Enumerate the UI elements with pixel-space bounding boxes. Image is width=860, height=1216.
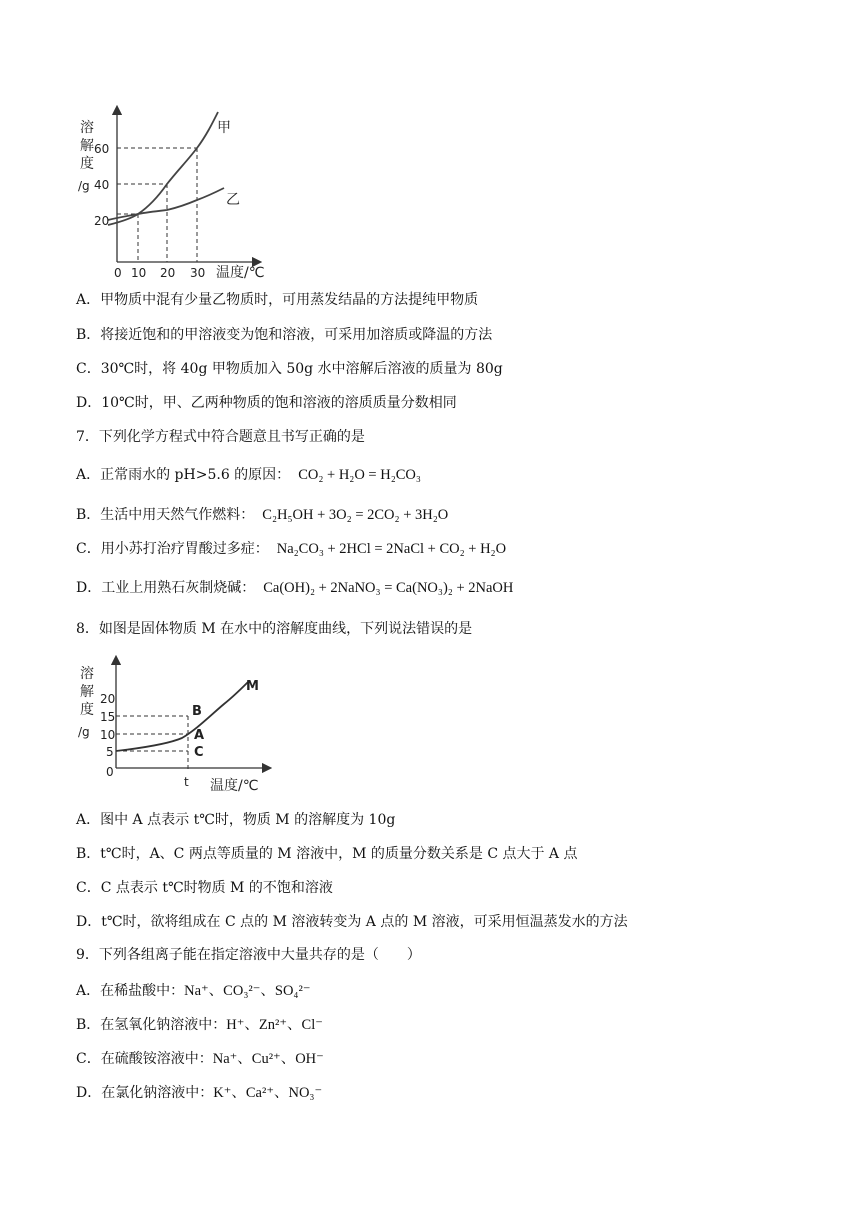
q7-option-c-equation: Na₂CO₃ + 2HCl = 2NaCl + CO₂ + H₂O	[276, 541, 507, 557]
q8-option-a[interactable]: A．图中 A 点表示 t℃时，物质 M 的溶解度为 10g	[76, 812, 396, 828]
y-label-char: 解	[80, 684, 94, 700]
y-label-char: /g	[78, 179, 90, 193]
q6-option-b[interactable]: B．将接近饱和的甲溶液变为饱和溶液，可采用加溶质或降温的方法	[76, 327, 493, 343]
x-axis-label: 温度/℃	[210, 778, 259, 794]
figure2-solubility-chart	[72, 652, 282, 802]
y-label-char: 溶	[80, 120, 94, 136]
y-tick-label: 20	[100, 692, 116, 706]
curve-yi	[108, 188, 224, 220]
q9-option-d-label: D．在氯化钠溶液中：	[76, 1085, 214, 1101]
q9-option-d-ions: K⁺、Ca²⁺、NO₃⁻	[213, 1085, 323, 1101]
y-label-char: 度	[80, 156, 94, 172]
q8-option-d[interactable]: D．t℃时，欲将组成在 C 点的 M 溶液转变为 A 点的 M 溶液，可采用恒温蒸发水的方法	[76, 914, 628, 930]
point-label-b: B	[192, 704, 202, 719]
q7-option-c[interactable]	[76, 539, 506, 559]
q9-option-d[interactable]	[76, 1083, 322, 1103]
q9-option-b[interactable]	[76, 1015, 323, 1035]
point-label-a: A	[194, 728, 205, 743]
q9-stem: 9．下列各组离子能在指定溶液中大量共存的是（ ）	[76, 947, 421, 963]
q9-option-a-label: A．在稀盐酸中：	[76, 983, 185, 999]
q8-stem: 8．如图是固体物质 M 在水中的溶解度曲线，下列说法错误的是	[76, 621, 473, 637]
x-axis-label: 温度/℃	[216, 265, 265, 281]
y-tick-label: 10	[100, 728, 116, 742]
x-tick-label: 10	[131, 266, 147, 280]
x-tick-label: 0	[114, 266, 122, 280]
y-tick-label: 60	[94, 142, 110, 156]
q6-option-d[interactable]: D．10℃时，甲、乙两种物质的饱和溶液的溶质质量分数相同	[76, 395, 457, 411]
q7-option-a-label: A．正常雨水的 pH>5.6 的原因：	[76, 467, 291, 483]
y-label-char: /g	[78, 725, 90, 739]
q9-option-c-label: C．在硫酸铵溶液中：	[76, 1051, 213, 1067]
q6-option-a[interactable]: A．甲物质中混有少量乙物质时，可用蒸发结晶的方法提纯甲物质	[76, 292, 479, 308]
x-tick-label: 20	[160, 266, 176, 280]
q8-option-c[interactable]: C．C 点表示 t℃时物质 M 的不饱和溶液	[76, 880, 333, 896]
q7-option-d[interactable]	[76, 578, 513, 598]
q7-option-b[interactable]	[76, 505, 448, 525]
q7-option-d-equation: Ca(OH)₂ + 2NaNO₃ = Ca(NO₃)₂ + 2NaOH	[263, 580, 514, 596]
point-label-c: C	[194, 745, 204, 760]
q9-option-c-ions: Na⁺、Cu²⁺、OH⁻	[212, 1051, 324, 1067]
q7-option-a-equation: CO₂ + H₂O = H₂CO₃	[298, 467, 421, 483]
q6-option-c[interactable]: C．30℃时，将 40g 甲物质加入 50g 水中溶解后溶液的质量为 80g	[76, 361, 503, 377]
y-tick-label: 5	[106, 745, 114, 759]
y-tick-label: 20	[94, 214, 110, 228]
curve-label-yi: 乙	[226, 192, 240, 208]
q9-option-a-ions: Na⁺、CO₃²⁻、SO₄²⁻	[184, 983, 311, 999]
q7-option-a[interactable]	[76, 465, 421, 485]
q7-stem: 7．下列化学方程式中符合题意且书写正确的是	[76, 429, 365, 445]
q9-option-a[interactable]	[76, 981, 310, 1001]
y-label-char: 度	[80, 702, 94, 718]
q9-option-b-label: B．在氢氧化钠溶液中：	[76, 1017, 227, 1033]
q7-option-b-equation: C₂H₅OH + 3O₂ = 2CO₂ + 3H₂O	[262, 507, 449, 523]
curve-jia	[108, 112, 218, 225]
y-tick-label: 0	[106, 765, 114, 779]
q8-option-b[interactable]: B．t℃时，A、C 两点等质量的 M 溶液中，M 的质量分数关系是 C 点大于 A 点	[76, 846, 578, 862]
q9-option-c[interactable]	[76, 1049, 324, 1069]
q7-option-b-label: B．生活中用天然气作燃料：	[76, 507, 255, 523]
y-tick-label: 15	[100, 710, 116, 724]
q7-option-d-label: D．工业上用熟石灰制烧碱：	[76, 580, 256, 596]
y-label-char: 解	[80, 138, 94, 154]
figure1-solubility-chart	[72, 100, 282, 282]
curve-label-jia: 甲	[217, 120, 231, 136]
y-label-char: 溶	[80, 666, 94, 682]
q7-option-c-label: C．用小苏打治疗胃酸过多症：	[76, 541, 269, 557]
curve-label-m: M	[246, 679, 259, 694]
x-tick-label: t	[184, 775, 189, 789]
q9-option-b-ions: H⁺、Zn²⁺、Cl⁻	[226, 1017, 323, 1033]
x-tick-label: 30	[190, 266, 206, 280]
y-tick-label: 40	[94, 178, 110, 192]
guide-lines	[116, 716, 188, 770]
